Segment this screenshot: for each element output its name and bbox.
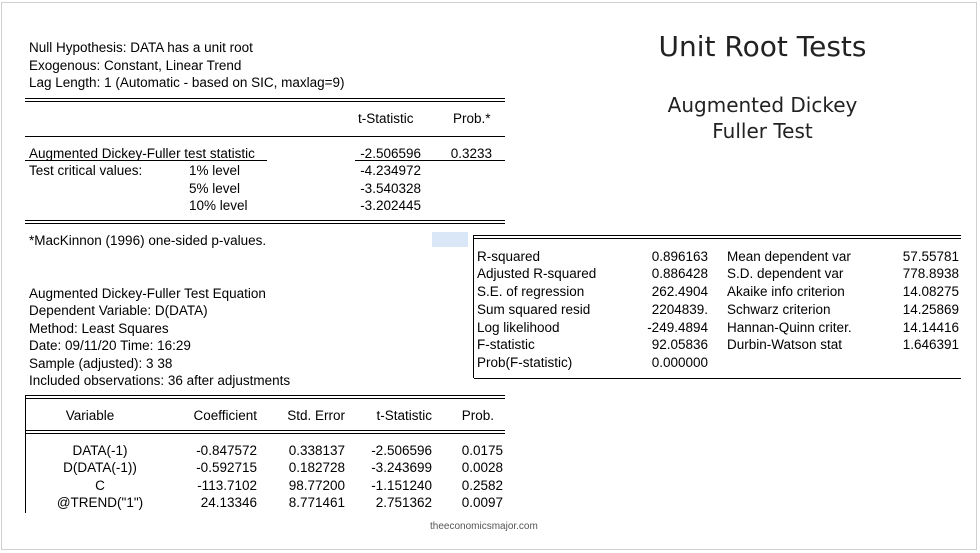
stat-label: Hannan-Quinn criter. bbox=[727, 320, 852, 335]
coefficient: -0.592715 bbox=[196, 460, 257, 475]
coef-header: t-Statistic bbox=[376, 408, 432, 423]
crit-value: -3.202445 bbox=[360, 198, 421, 213]
stat-label: Akaike info criterion bbox=[727, 284, 845, 299]
subtitle-line-2: Fuller Test bbox=[712, 119, 813, 143]
stat-value: -249.4894 bbox=[647, 320, 708, 335]
stat-label: R-squared bbox=[477, 249, 541, 264]
stat-label: S.E. of regression bbox=[477, 284, 585, 299]
coefficient: -113.7102 bbox=[197, 478, 257, 493]
coef-header: Std. Error bbox=[287, 408, 345, 423]
underline-adf-values bbox=[355, 160, 505, 161]
date-time: Date: 09/11/20 Time: 16:29 bbox=[29, 338, 191, 353]
crit-value: -4.234972 bbox=[360, 163, 421, 178]
variable-name: D(DATA(-1)) bbox=[63, 460, 137, 475]
rule-single bbox=[474, 378, 961, 379]
rule-single bbox=[25, 136, 505, 137]
slide-subtitle bbox=[620, 92, 905, 144]
equation-title: Augmented Dickey-Fuller Test Equation bbox=[29, 286, 266, 301]
stat-label: Prob(F-statistic) bbox=[477, 355, 573, 370]
stat-value: 14.08275 bbox=[902, 284, 959, 299]
slide-title: Unit Root Tests bbox=[658, 30, 867, 63]
stat-label: F-statistic bbox=[477, 337, 535, 352]
stat-value: 14.25869 bbox=[902, 302, 959, 317]
t-statistic: -1.151240 bbox=[371, 478, 432, 493]
rule-double bbox=[25, 430, 505, 434]
t-statistic: 2.751362 bbox=[375, 495, 432, 510]
probability: 0.0175 bbox=[461, 443, 503, 458]
null-hypothesis: Null Hypothesis: DATA has a unit root bbox=[29, 40, 253, 55]
sample: Sample (adjusted): 3 38 bbox=[29, 356, 173, 371]
rule-double bbox=[25, 395, 505, 399]
stat-value: 0.896163 bbox=[651, 249, 708, 264]
stat-label: S.D. dependent var bbox=[727, 266, 844, 281]
cell-highlight bbox=[432, 232, 468, 247]
coef-left-border bbox=[25, 395, 26, 513]
crit-value: -3.540328 bbox=[360, 181, 421, 196]
adf-col-prob: Prob.* bbox=[453, 111, 491, 126]
crit-level: 10% level bbox=[189, 198, 248, 213]
adf-stat-value: -2.506596 bbox=[360, 146, 421, 161]
exogenous: Exogenous: Constant, Linear Trend bbox=[29, 58, 242, 73]
rule-double bbox=[474, 235, 961, 239]
underline-adf-label bbox=[25, 160, 267, 161]
adf-stat-label: Augmented Dickey-Fuller test statistic bbox=[29, 146, 255, 161]
stat-value: 262.4904 bbox=[651, 284, 708, 299]
coefficient: -0.847572 bbox=[196, 443, 257, 458]
probability: 0.0097 bbox=[461, 495, 503, 510]
watermark: theeconomicsmajor.com bbox=[430, 521, 538, 532]
rule-double bbox=[25, 220, 505, 224]
std-error: 98.77200 bbox=[288, 478, 345, 493]
coef-header: Coefficient bbox=[193, 408, 257, 423]
stat-value: 1.646391 bbox=[902, 337, 959, 352]
variable-name: C bbox=[95, 478, 105, 493]
stat-label: Adjusted R-squared bbox=[477, 266, 597, 281]
stat-label: Schwarz criterion bbox=[727, 302, 831, 317]
adf-prob-value: 0.3233 bbox=[450, 146, 492, 161]
stat-value: 0.886428 bbox=[651, 266, 708, 281]
variable-name: DATA(-1) bbox=[72, 443, 128, 458]
stat-value: 0.000000 bbox=[651, 355, 708, 370]
t-statistic: -2.506596 bbox=[371, 443, 432, 458]
t-statistic: -3.243699 bbox=[371, 460, 432, 475]
std-error: 0.182728 bbox=[288, 460, 345, 475]
rule-double bbox=[25, 98, 505, 102]
stat-value: 57.55781 bbox=[902, 249, 959, 264]
coefficient: 24.13346 bbox=[200, 495, 257, 510]
stat-label: Durbin-Watson stat bbox=[727, 337, 843, 352]
subtitle-line-1: Augmented Dickey bbox=[667, 93, 858, 117]
stat-label: Mean dependent var bbox=[727, 249, 851, 264]
std-error: 8.771461 bbox=[288, 495, 345, 510]
coef-header: Prob. bbox=[461, 408, 494, 423]
included-observations: Included observations: 36 after adjustments bbox=[29, 373, 291, 388]
stats-left-border bbox=[473, 235, 474, 378]
stat-value: 778.8938 bbox=[902, 266, 959, 281]
stat-label: Sum squared resid bbox=[477, 302, 591, 317]
variable-name: @TREND("1") bbox=[56, 495, 144, 510]
probability: 0.2582 bbox=[461, 478, 503, 493]
method: Method: Least Squares bbox=[29, 321, 169, 336]
adf-col-tstat: t-Statistic bbox=[358, 111, 414, 126]
stat-value: 92.05836 bbox=[651, 337, 708, 352]
stat-value: 14.14416 bbox=[902, 320, 959, 335]
crit-level: 5% level bbox=[189, 181, 241, 196]
coef-header: Variable bbox=[65, 408, 115, 423]
crit-label: Test critical values: bbox=[29, 163, 143, 178]
stat-value: 2204839. bbox=[651, 302, 708, 317]
lag-length: Lag Length: 1 (Automatic - based on SIC, maxlag=9) bbox=[29, 75, 345, 90]
probability: 0.0028 bbox=[461, 460, 503, 475]
mackinnon-footnote: *MacKinnon (1996) one-sided p-values. bbox=[29, 233, 267, 248]
stat-label: Log likelihood bbox=[477, 320, 560, 335]
dependent-variable: Dependent Variable: D(DATA) bbox=[29, 303, 208, 318]
crit-level: 1% level bbox=[189, 163, 241, 178]
std-error: 0.338137 bbox=[288, 443, 345, 458]
